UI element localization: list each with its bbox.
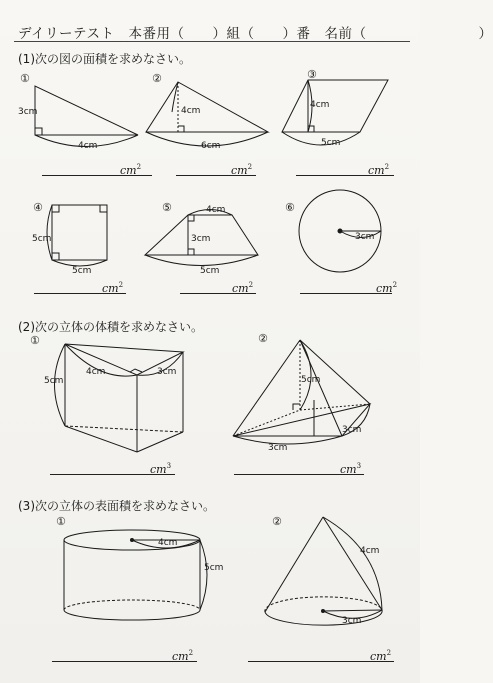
section-1-heading: (1)次の図の面積を求めなさい。 [18,52,191,66]
problem-1-2-number: ② [152,72,162,85]
answer-unit-2-1: $cm^3$ [150,462,172,476]
answer-unit-2-2: $cm^3$ [340,462,362,476]
answer-unit-1-5: $cm^2$ [232,281,254,295]
answer-unit-1-1: $cm^2$ [120,163,142,177]
problem-3-1-radius-label: 4cm [158,538,178,548]
problem-1-4-side-label: 5cm [32,234,52,244]
answer-unit-1-2: $cm^2$ [231,163,253,177]
answer-unit-1-6: $cm^2$ [376,281,398,295]
problem-1-1-number: ① [20,72,30,85]
section-3-heading: (3)次の立体の表面積を求めなさい。 [18,499,215,513]
figure-triangular-prism [55,344,184,452]
problem-2-2-number: ② [258,332,268,345]
problem-2-2-width-label: 3cm [268,443,288,453]
figure-cylinder [64,530,207,620]
problem-1-6-number: ⑥ [285,201,295,214]
answer-unit-1-4: $cm^2$ [102,281,124,295]
figure-triangle [146,82,268,146]
problem-3-2-radius-label: 3cm [342,616,362,626]
figure-parallelogram [282,80,388,145]
problem-1-5-top-label: 4cm [206,205,226,215]
figure-square [47,205,107,266]
figure-pyramid [233,340,370,444]
problem-2-1-height-label: 5cm [44,376,64,386]
problem-1-4-bottom-label: 5cm [72,266,92,276]
problem-1-2-base-label: 6cm [201,141,221,151]
problem-1-4-number: ④ [33,201,43,214]
problem-3-2-number: ② [272,515,282,528]
figure-right-triangle [35,86,138,147]
problem-1-5-height-label: 3cm [191,234,211,244]
problem-1-1-base-label: 4cm [78,141,98,151]
answer-unit-1-3: $cm^2$ [368,163,390,177]
problem-2-2-depth-label: 3cm [342,425,362,435]
figure-trapezoid [145,210,258,266]
problem-2-1-side-label: 3cm [157,367,177,377]
problem-3-1-height-label: 5cm [204,563,224,573]
problem-2-1-base-label: 4cm [86,367,106,377]
problem-1-2-height-label: 4cm [181,106,201,116]
problem-1-3-number: ③ [307,68,317,81]
problem-1-3-base-label: 5cm [321,138,341,148]
problem-3-1-number: ① [56,515,66,528]
answer-unit-3-2: $cm^2$ [370,649,392,663]
problem-1-5-number: ⑤ [162,201,172,214]
problem-1-1-height-label: 3cm [18,107,38,117]
figure-circle [299,190,381,272]
section-2-heading: (2)次の立体の体積を求めなさい。 [18,320,203,334]
problem-2-2-height-label: 5cm [301,375,321,385]
problem-1-3-height-label: 4cm [310,100,330,110]
problem-1-5-bottom-label: 5cm [200,266,220,276]
answer-unit-3-1: $cm^2$ [172,649,194,663]
worksheet-title: デイリーテスト 本番用（ ）組（ ）番 名前（ ） [18,26,493,42]
problem-3-2-slant-label: 4cm [360,546,380,556]
figure-cone [265,517,382,625]
problem-2-1-number: ① [30,334,40,347]
problem-1-6-radius-label: 3cm [355,232,375,242]
